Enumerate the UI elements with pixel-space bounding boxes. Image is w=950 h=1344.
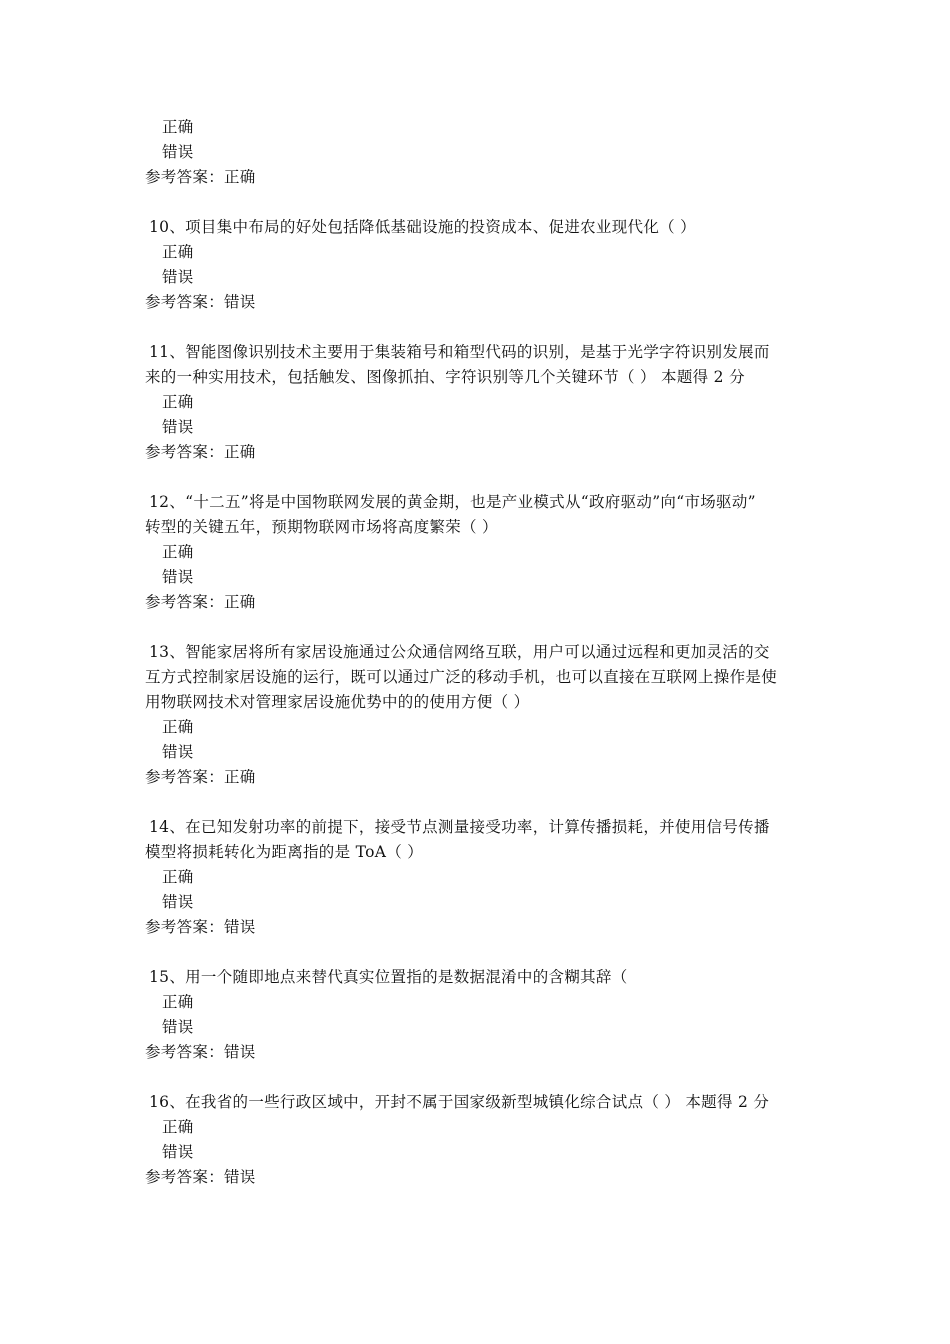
reference-answer: 参考答案：正确 <box>145 168 256 186</box>
reference-answer: 参考答案：正确 <box>145 768 256 786</box>
question-text: 10、项目集中布局的好处包括降低基础设施的投资成本、促进农业现代化（ ） <box>149 218 696 236</box>
question-text-continued: 来的一种实用技术，包括触发、图像抓拍、字符识别等几个关键环节（ ） 本题得 2 分 <box>145 368 745 386</box>
question-text: 16、在我省的一些行政区域中，开封不属于国家级新型城镇化综合试点（ ） 本题得 2 分 <box>149 1093 770 1111</box>
reference-answer: 参考答案：错误 <box>145 1168 256 1186</box>
reference-answer: 参考答案：错误 <box>145 293 256 311</box>
option-correct: 正确 <box>162 543 194 561</box>
option-wrong: 错误 <box>162 893 194 911</box>
option-wrong: 错误 <box>162 568 194 586</box>
option-wrong: 错误 <box>162 418 194 436</box>
option-correct: 正确 <box>162 718 194 736</box>
question-text-continued: 模型将损耗转化为距离指的是 ToA（ ） <box>145 843 424 861</box>
reference-answer: 参考答案：错误 <box>145 1043 256 1061</box>
option-correct: 正确 <box>162 868 194 886</box>
option-correct: 正确 <box>162 118 194 136</box>
option-wrong: 错误 <box>162 1018 194 1036</box>
option-correct: 正确 <box>162 1118 194 1136</box>
question-text: 13、智能家居将所有家居设施通过公众通信网络互联，用户可以通过远程和更加灵活的交 <box>149 643 770 661</box>
option-wrong: 错误 <box>162 1143 194 1161</box>
question-text: 14、在已知发射功率的前提下，接受节点测量接受功率，计算传播损耗，并使用信号传播 <box>149 818 770 836</box>
question-text: 11、智能图像识别技术主要用于集装箱号和箱型代码的识别，是基于光学字符识别发展而 <box>149 343 770 361</box>
option-wrong: 错误 <box>162 268 194 286</box>
option-correct: 正确 <box>162 393 194 411</box>
reference-answer: 参考答案：错误 <box>145 918 256 936</box>
question-text-continued: 转型的关键五年，预期物联网市场将高度繁荣（ ） <box>145 518 498 536</box>
question-text: 15、用一个随即地点来替代真实位置指的是数据混淆中的含糊其辞（ <box>149 968 628 986</box>
question-text: 12、“十二五”将是中国物联网发展的黄金期，也是产业模式从“政府驱动”向“市场驱动” <box>149 493 756 511</box>
option-correct: 正确 <box>162 243 194 261</box>
option-correct: 正确 <box>162 993 194 1011</box>
option-wrong: 错误 <box>162 743 194 761</box>
option-wrong: 错误 <box>162 143 194 161</box>
question-text-continued: 用物联网技术对管理家居设施优势中的的使用方便（ ） <box>145 693 530 711</box>
question-text-continued: 互方式控制家居设施的运行，既可以通过广泛的移动手机，也可以直接在互联网上操作是使 <box>145 668 778 686</box>
reference-answer: 参考答案：正确 <box>145 593 256 611</box>
reference-answer: 参考答案：正确 <box>145 443 256 461</box>
